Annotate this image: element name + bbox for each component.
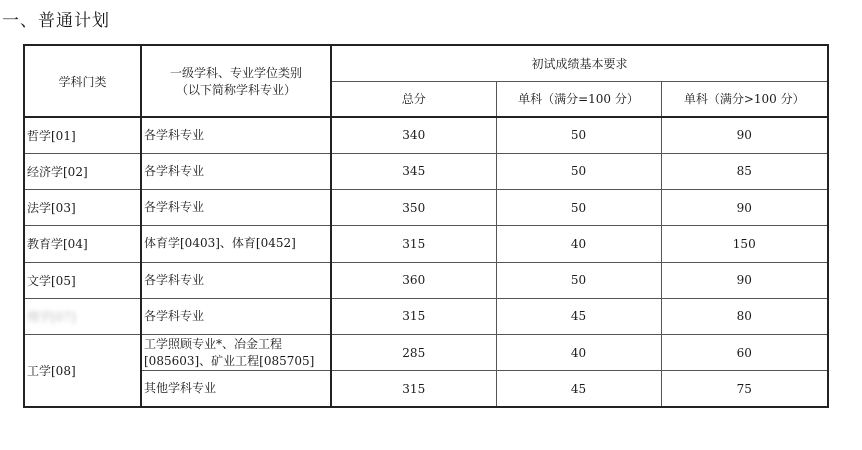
single-100-cell: 40: [496, 335, 661, 371]
header-group: 初试成绩基本要求: [331, 45, 828, 81]
single-100-cell: 50: [496, 117, 661, 153]
blurred-category-label: 理学[07]: [27, 309, 76, 324]
header-major: [141, 45, 331, 117]
single-100-cell: 50: [496, 190, 661, 226]
single-100-cell: 50: [496, 262, 661, 298]
category-cell: 法学[03]: [24, 190, 141, 226]
header-category: 学科门类: [24, 45, 141, 117]
category-cell-engineering: 工学[08]: [24, 335, 141, 408]
table-row: [24, 153, 828, 189]
table-row: [24, 117, 828, 153]
major-cell: 体育学[0403]、体育[0452]: [141, 226, 331, 262]
single-gt100-cell: 90: [661, 117, 828, 153]
header-single-100: 单科（满分=100 分）: [496, 81, 661, 117]
major-cell: [141, 335, 331, 371]
major-cell: 各学科专业: [141, 298, 331, 334]
single-100-cell: 45: [496, 298, 661, 334]
total-cell: 285: [331, 335, 496, 371]
header-major-line1: 一级学科、专业学位类别: [169, 66, 302, 80]
single-gt100-cell: 90: [661, 262, 828, 298]
header-single-gt100: 单科（满分>100 分）: [661, 81, 828, 117]
category-cell: 教育学[04]: [24, 226, 141, 262]
category-cell: 经济学[02]: [24, 153, 141, 189]
major-cell: 各学科专业: [141, 117, 331, 153]
single-100-cell: 50: [496, 153, 661, 189]
major-line1: 工学照顾专业*、冶金工程: [144, 336, 283, 351]
table-row: [24, 226, 828, 262]
section-title: 一、普通计划: [2, 11, 110, 31]
total-cell: 340: [331, 117, 496, 153]
major-cell: 各学科专业: [141, 262, 331, 298]
table-row: [24, 335, 828, 371]
single-gt100-cell: 80: [661, 298, 828, 334]
table-row: [24, 298, 828, 334]
total-cell: 345: [331, 153, 496, 189]
total-cell: 315: [331, 371, 496, 407]
table-row: [24, 190, 828, 226]
single-100-cell: 40: [496, 226, 661, 262]
header-total: 总分: [331, 81, 496, 117]
total-cell: 315: [331, 298, 496, 334]
total-cell: 350: [331, 190, 496, 226]
single-gt100-cell: 60: [661, 335, 828, 371]
category-cell: 哲学[01]: [24, 117, 141, 153]
table-row: [24, 371, 828, 407]
header-major-line2: （以下简称学科专业）: [175, 83, 296, 97]
single-gt100-cell: 85: [661, 153, 828, 189]
total-cell: 360: [331, 262, 496, 298]
major-cell: 各学科专业: [141, 190, 331, 226]
major-cell: 其他学科专业: [141, 371, 331, 407]
table-row: [24, 262, 828, 298]
category-cell: 文学[05]: [24, 262, 141, 298]
major-line2: [085603]、矿业工程[085705]: [144, 353, 315, 368]
score-requirements-table: [23, 44, 829, 408]
major-cell: 各学科专业: [141, 153, 331, 189]
category-cell: [24, 298, 141, 334]
single-gt100-cell: 150: [661, 226, 828, 262]
single-100-cell: 45: [496, 371, 661, 407]
single-gt100-cell: 90: [661, 190, 828, 226]
total-cell: 315: [331, 226, 496, 262]
single-gt100-cell: 75: [661, 371, 828, 407]
